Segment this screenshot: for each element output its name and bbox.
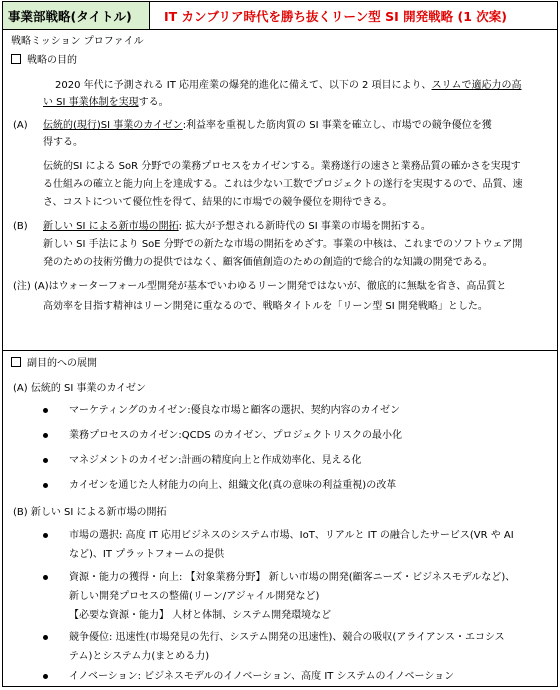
subgoals-heading: 副目的への展開 bbox=[27, 358, 97, 369]
b-line-2: 新しい SI 手法により SoE 分野での新たな市場の開拓をめざす。事業の中核は、これまでのソフトウェア開 bbox=[43, 239, 523, 250]
mission-heading: 戦略ミッション プロファイル bbox=[11, 36, 144, 47]
b-line-3: 発のための技術労働力の提供ではなく、顧客価値創造のための創造的で総合的な知識の開発である。 bbox=[43, 257, 493, 268]
a-line-5: さ、コストについて優位性を得て、結果的に市場での競争優位を期待できる。 bbox=[43, 197, 393, 208]
a-item-1: マーケティングのカイゼン:優良な市場と顧客の選択、契約内容のカイゼン bbox=[69, 405, 400, 416]
a-line-1 bbox=[43, 119, 492, 132]
b-item-2-line-2: 新しい開発プロセスの整備(リーン/アジャイル開発など) bbox=[69, 591, 320, 602]
purpose-emphasis: い SI 事業体制を実現 bbox=[43, 97, 139, 108]
b-label: (B) bbox=[13, 221, 28, 232]
a-item-3: マネジメントのカイゼン:計画の精度向上と作成効率化、見える化 bbox=[69, 455, 362, 466]
b-item-4-line-1: イノベーション: ビジネスモデルのイノベーション、高度 IT システムのイノベーション bbox=[69, 671, 455, 682]
b-item-2-line-3: 【必要な資源・能力】 人材と体制、システム開発環境など bbox=[69, 610, 332, 621]
a-line-2: 得する。 bbox=[43, 137, 83, 148]
subgoals-section bbox=[3, 351, 557, 687]
mission-section bbox=[3, 30, 557, 351]
purpose-heading-row bbox=[11, 54, 77, 67]
note-line-2: 高効率を目指す精神はリーン開発に重なるので、戦略タイトルを「リーン型 SI 開発戦略」とした。 bbox=[43, 301, 488, 312]
b-item-3-line-1: 競争優位: 迅速性(市場発見の先行、システム開発の迅速性)、競合の吸収(アライアンス・エコシス bbox=[69, 632, 505, 643]
a-label: (A) bbox=[13, 120, 28, 131]
b-item-2-line-1: 資源・能力の獲得・向上: 【対象業務分野】 新しい市場の開発(顧客ニーズ・ビジネスモデルなど)、 bbox=[69, 572, 516, 583]
header-title: IT カンブリア時代を勝ち抜くリーン型 SI 開発戦略 (1 次案) bbox=[164, 8, 507, 24]
b-item-3-line-2: テム)とシステム力(まとめる力) bbox=[69, 651, 210, 662]
subgoals-a-heading: (A) 伝統的 SI 事業のカイゼン bbox=[13, 383, 146, 394]
a-line-4: る仕組みの確立と能力向上を達成する。これは少ない工数でプロジェクトの遂行を実現するので、品質、速 bbox=[43, 179, 523, 190]
purpose-heading: 戦略の目的 bbox=[27, 55, 77, 66]
bullet-icon bbox=[43, 433, 48, 438]
purpose-line-1 bbox=[55, 79, 522, 92]
subgoals-heading-row bbox=[11, 357, 97, 370]
a-heading: 伝統的(現行)SI 事業のカイゼン bbox=[43, 120, 183, 131]
purpose-text: する。 bbox=[138, 97, 169, 108]
checkbox-icon bbox=[11, 54, 21, 64]
bullet-icon bbox=[43, 408, 48, 413]
bullet-icon bbox=[43, 575, 48, 580]
subgoals-b-heading: (B) 新しい SI による新市場の開拓 bbox=[13, 507, 167, 518]
a-item-4: カイゼンを通じた人材能力の向上、組織文化(真の意味の利益重視)の改革 bbox=[69, 480, 397, 491]
b-item-1-line-1: 市場の選択: 高度 IT 応用ビジネスのシステム市場、IoT、リアルと IT の融合したサービス(VR や AI bbox=[69, 530, 514, 541]
b-heading: 新しい SI による新市場の開拓 bbox=[43, 221, 179, 232]
b-line-1 bbox=[43, 220, 431, 233]
a-line-3: 伝統的SI による SoR 分野での業務プロセスをカイゼンする。業務遂行の速さと業務品質の確かさを実現す bbox=[43, 161, 521, 172]
header-row bbox=[3, 2, 557, 30]
b-item-1-line-2: など)、IT プラットフォームの提供 bbox=[69, 549, 225, 560]
purpose-emphasis: スリムで適応力の高 bbox=[431, 80, 522, 91]
bullet-icon bbox=[43, 635, 48, 640]
note-line-1: (注) (A)はウォーターフォール型開発が基本でいわゆるリーン開発ではないが、徹底的に無駄を省き、高品質と bbox=[13, 281, 507, 292]
b-text: : 拡大が予想される新時代の SI 事業の市場を開拓する。 bbox=[178, 221, 431, 232]
checkbox-icon bbox=[11, 357, 21, 367]
strategy-sheet bbox=[2, 1, 558, 687]
bullet-icon bbox=[43, 483, 48, 488]
a-item-2: 業務プロセスのカイゼン:QCDS のカイゼン、プロジェクトリスクの最小化 bbox=[69, 430, 403, 441]
a-text: :利益率を重視した筋肉質の SI 事業を確立し、市場での競争優位を獲 bbox=[182, 120, 492, 131]
purpose-text: 2020 年代に予測される IT 応用産業の爆発的進化に備えて、以下の 2 項目により、 bbox=[55, 80, 432, 91]
bullet-icon bbox=[43, 674, 48, 679]
purpose-line-2 bbox=[43, 96, 169, 109]
header-label: 事業部戦略(タイトル) bbox=[3, 2, 150, 29]
bullet-icon bbox=[43, 533, 48, 538]
bullet-icon bbox=[43, 458, 48, 463]
